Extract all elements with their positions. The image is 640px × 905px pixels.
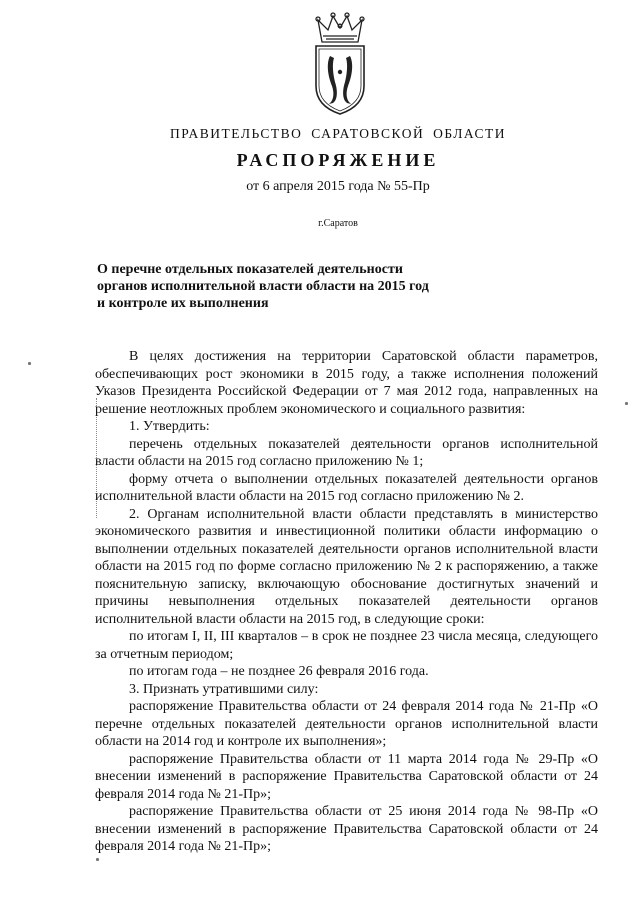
body-paragraph: 2. Органам исполнительной власти области представлять в министерство экономического развития и инвестиционной политики области информацию о выполнении отдельных показателей деятельности органов исполнительной власти области на 2015 год по форме согласно приложению № 2 к распоряжению, а также пояснительную записку, включающую обоснование достигнутых значений и причины невыполнения отдельных показателей деятельности органов исполнительной власти области на 2015 год, в следующие сроки: — [95, 506, 598, 627]
body-paragraph: по итогам года – не позднее 26 февраля 2016 года. — [129, 664, 429, 679]
body-paragraph: распоряжение Правительства области от 24 февраля 2014 года № 21-Пр «О перечне отдельных показателей деятельности органов исполнительной власти области на 2014 год и контроле их выполнения»; — [95, 699, 598, 749]
saratov-coat-of-arms-icon — [306, 12, 374, 118]
document-date-number: от 6 апреля 2015 года № 55-Пр — [246, 179, 430, 194]
scan-speck — [96, 858, 99, 861]
body-paragraph: В целях достижения на территории Саратовской области параметров, обеспечивающих рост экономики в 2015 году, а также исполнения положений Указов Президента Российской Федерации от 7 мая 2012 года, направленных на решение неотложных проблем экономического и социального развития: — [95, 349, 598, 417]
body-paragraph: распоряжение Правительства области от 25 июня 2014 года № 98-Пр «О внесении изменений в распоряжение Правительства Саратовской области от 24 февраля 2014 года № 21-Пр»; — [95, 804, 598, 854]
document-title — [97, 261, 429, 312]
title-line: и контроле их выполнения — [97, 296, 269, 311]
document-body — [95, 348, 598, 856]
body-paragraph: перечень отдельных показателей деятельности органов исполнительной власти области на 2015 год согласно приложению № 1; — [95, 436, 598, 469]
title-line: органов исполнительной власти области на 2015 год — [97, 279, 429, 294]
body-paragraph: по итогам I, II, III кварталов – в срок не позднее 23 числа месяца, следующего за отчетным периодом; — [95, 629, 598, 662]
body-paragraph: форму отчета о выполнении отдельных показателей деятельности органов исполнительной власти области на 2015 год согласно приложению № 2. — [95, 471, 598, 504]
title-line: О перечне отдельных показателей деятельности — [97, 262, 403, 277]
organization-title: ПРАВИТЕЛЬСТВО САРАТОВСКОЙ ОБЛАСТИ — [170, 126, 506, 141]
scan-speck — [28, 362, 31, 365]
scan-speck — [625, 402, 628, 405]
body-paragraph: распоряжение Правительства области от 11 марта 2014 года № 29-Пр «О внесении изменений в распоряжение Правительства Саратовской области от 24 февраля 2014 года № 21-Пр»; — [95, 751, 598, 802]
body-paragraph: 3. Признать утратившими силу: — [129, 681, 319, 697]
body-paragraph: 1. Утвердить: — [129, 419, 210, 434]
document-city: г.Саратов — [318, 218, 358, 229]
document-type-heading: РАСПОРЯЖЕНИЕ — [236, 150, 440, 170]
